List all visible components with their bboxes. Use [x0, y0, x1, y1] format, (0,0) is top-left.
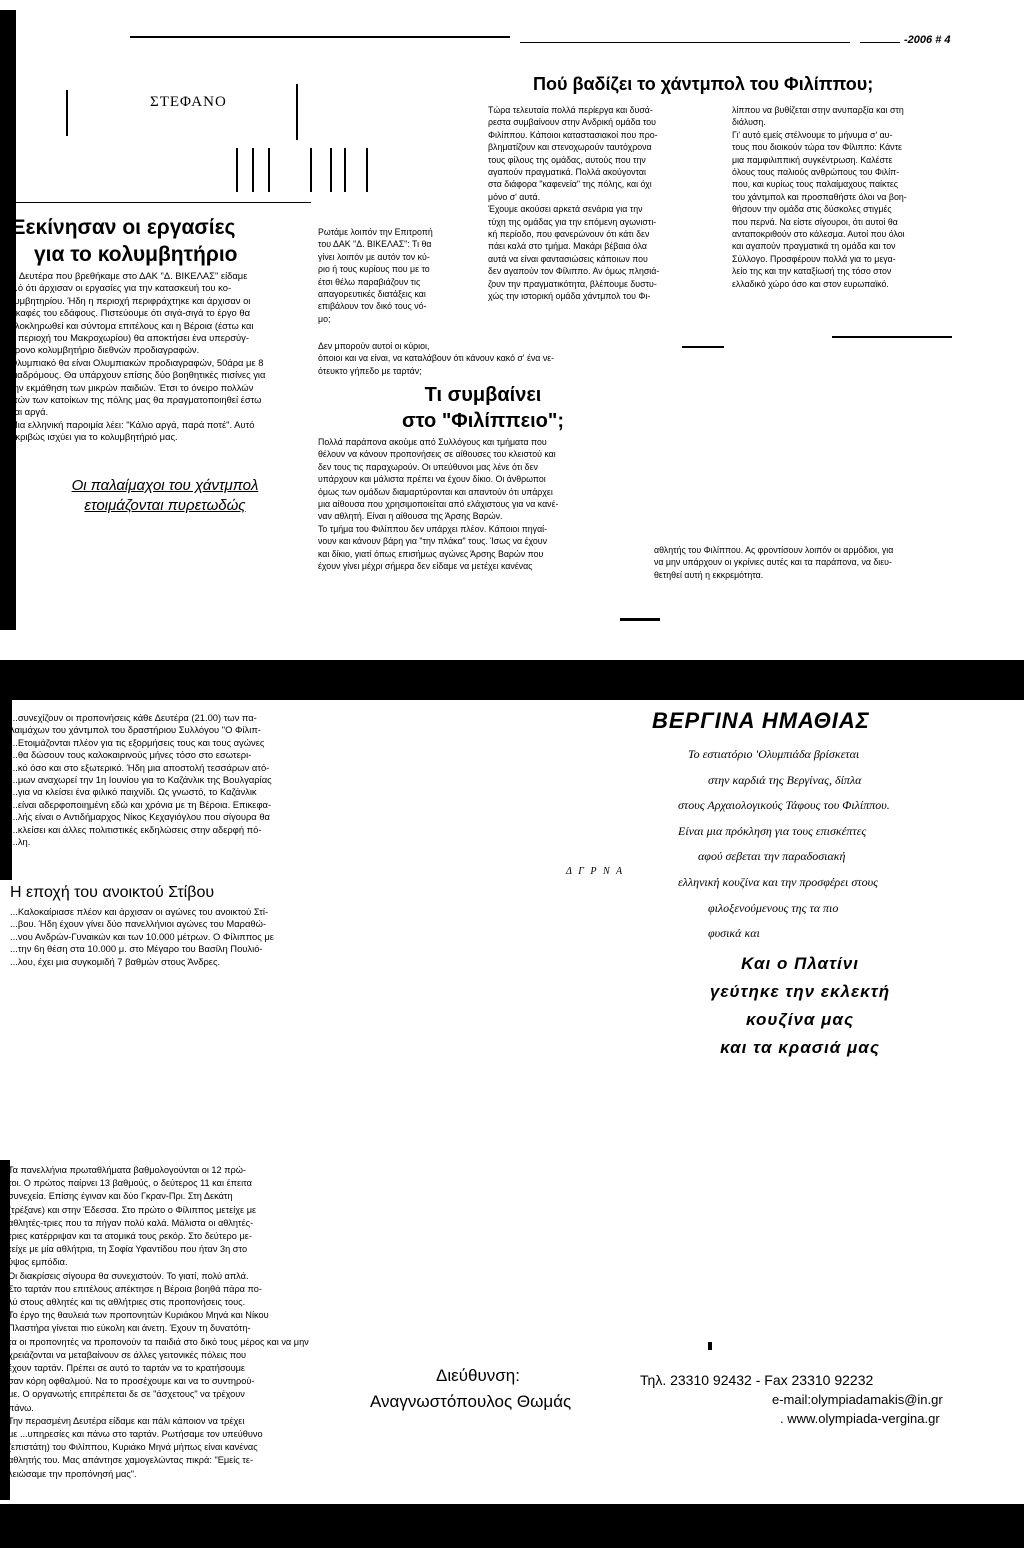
article-line: έχουν γίνει μέχρι σήμερα δεν είδαμε να μετέχει κανένας: [318, 561, 533, 572]
article-line: (τρέξανε) και στην Έδεσσα. Στο πρώτο ο Φίλιππος μετείχε με: [8, 1204, 257, 1215]
article-line: ολοκληρωθεί και σύντομα επιτέλους και η Βέροια (έστω και: [10, 319, 254, 331]
article-line: Πλαστήρα γίνεται πιο εύκολη και άνετη. Έχουν τη δυνατότη-: [8, 1323, 251, 1334]
article-line: ...βου. Ήδη έχουν γίνει δύο πανελλήνιοι αγώνες του Μαραθώ-: [10, 918, 267, 930]
section-separator: [0, 660, 1024, 700]
ad-line: φιλοξενούμενους της τα πιο: [708, 900, 839, 915]
email-link[interactable]: e-mail:olympiadamakis@in.gr: [772, 1392, 943, 1407]
article-line: ανταποκριθούν στο κάλεσμα. Αυτοί που όλοι: [732, 229, 905, 240]
article-line: Η Δευτέρα που βρεθήκαμε στο ΔΑΚ "Δ. ΒΙΚΕΛΑΣ" είδαμε: [10, 270, 248, 281]
slogan-line: κουζίνα μας: [745, 1010, 855, 1029]
article-line: όμως των ομάδων διαμαρτύρονται και απαντούν ότι υπάρχει: [318, 486, 553, 497]
article-line: με. Ο οργανωτής επιτρέπεται δε σε "άσχετους" να τρέχουν: [8, 1389, 245, 1400]
address-label: Διεύθυνση:: [436, 1366, 520, 1385]
ad-title: ΒΕΡΓΙΝΑ ΗΜΑΘΙΑΣ: [652, 708, 870, 733]
article-line: λύ στους αθλητές και τις αθλήτριες στις προπονήσεις τους.: [8, 1297, 246, 1308]
article-line: ...θα δώσουν τους καλοκαιρινούς μήνες τόσο στο εσωτερι-: [10, 749, 252, 761]
article-line: δεν αγαπούν τον Φίλιππο. Αν όμως πλησιά-: [488, 266, 660, 277]
article-line: μια παμφιλιππική συγκέντρωση. Καλέστε: [732, 154, 893, 165]
article-line: τα οι προπονητές να προπονούν τα παιδιά στο δικό τους μέρος και να μην: [8, 1336, 309, 1347]
article-line: απαγορευτικές διατάξεις και: [318, 289, 426, 300]
handball-column-b: [732, 104, 977, 290]
article-line: ακριβώς ισχύει για το κολυμβητήριό μας.: [10, 431, 178, 443]
article-line: έτσι θέλω παραβιάζουν τις: [318, 276, 421, 287]
article-line: γίνει λοιπόν με αυτόν τον κύ-: [318, 251, 430, 262]
article-line: ...νου Ανδρών-Γυναικών και των 10.000 μέτρων. Ο Φίλιππος με: [10, 930, 274, 942]
article-line: και δίκιο, γιατί όπως επισήμως αγώνες Άρσης Βαρών που: [318, 548, 544, 559]
masthead-right-bar: [296, 84, 298, 140]
article-line: του χάντμπολ και προσπαθήστε όλοι να βοη-: [732, 191, 907, 202]
column-b-end-rule: [832, 336, 952, 338]
article-line: αθλητές-τριες που τα πήγαν πολύ καλά. Μάλιστα οι αθλητές-: [8, 1217, 254, 1228]
ad-copy: [560, 742, 1000, 947]
article-line: θετηθεί αυτή η εκκρεμότητα.: [654, 569, 764, 580]
address-name: Αναγνωστόπουλος Θωμάς: [370, 1392, 572, 1411]
article-line: ύψος εμπόδια.: [8, 1257, 68, 1268]
column-tick-2: [252, 148, 254, 192]
article-line: Μια ελληνική παροιμία λέει: "Κάλιο αργά, παρά ποτέ". Αυτό: [10, 418, 255, 430]
ad-line: φυσικά και: [708, 926, 760, 941]
article-line: την εκμάθηση των μικρών παιδιών. Έτσι το όνειρο πολλών: [10, 381, 254, 393]
article-line: που περνά. Να είστε σίγουροι, ότι αυτοί θα: [732, 216, 898, 227]
article-line: ρεστα συμβαίνουν στην Ανδρική ομάδα του: [488, 117, 656, 128]
article-line: ...συνεχίζουν οι προπονήσεις κάθε Δευτέρα (21.00) των πα-: [10, 712, 257, 723]
track-subhead: Η εποχή του ανοικτού Στίβου: [10, 884, 215, 901]
headline-top-rule: [16, 202, 311, 203]
filippeio-article: [318, 436, 648, 572]
top-rule-left: [130, 36, 510, 38]
column-a-end-rule: [682, 346, 724, 348]
article-line: ...λη.: [10, 836, 31, 848]
wide-paragraph: [318, 340, 648, 377]
ad-line: Το εστιατόριο 'Ολυμπιάδα βρίσκεται: [688, 747, 860, 761]
article-line: όλους τους παλιούς ανθρώπους του Φιλίπ-: [732, 167, 900, 178]
article-line: Την περασμένη Δευτέρα είδαμε και πάλι κάποιον να τρέχει: [8, 1415, 245, 1426]
top-rule-end: [860, 42, 900, 43]
ad-logo: Δ Γ Ρ Ν Α: [566, 866, 625, 877]
article-line: αυτά να είναι φαντασιώσεις κάποιων που: [488, 253, 648, 264]
ad-line: ελληνική κουζίνα και την προσφέρει στους: [678, 874, 878, 889]
article-line: θέλουν να κάνουν προπονήσεις σε αίθουσες του κλειστού και: [318, 449, 556, 460]
article-line: χρονο κολυμβητήριο διεθνών προδιαγραφών.: [10, 344, 200, 356]
article-line: Ολυμπιακό θα είναι Ολυμπιακών προδιαγραφών, 50άρα με 8: [10, 356, 264, 368]
article-line: συνεχεία. Επίσης έγιναν και δύο Γκραν-Πρι. Στη Δεκάτη: [8, 1191, 233, 1202]
article-line: ...Καλοκαίριασε πλέον και άρχισαν οι αγώνες του ανοικτού Στί-: [10, 906, 269, 917]
article-line: μόνο σ' αυτά.: [488, 191, 541, 202]
article-line: όποιοι και να είναι, να καταλάβουν ότι κάνουν κακό σ' ένα νε-: [318, 353, 555, 364]
article-line: ...την 6η θέση στα 10.000 μ. στο Μέγαρο του Βασίλη Πουλιό-: [10, 943, 263, 955]
article-line: ...κλείσει και άλλες πολιτιστικές εκδηλώσεις στην αδερφή πό-: [10, 823, 262, 835]
article-line: Φιλίππου. Κάποιοι καταστασιακοί που προ-: [488, 129, 658, 140]
article-line: βληματίζουν και στενοχωρούν ταυτόχρονα: [488, 142, 652, 153]
teaser-line-2: ετοιμάζονται πυρετωδώς: [84, 497, 246, 514]
article-line: επιβάλουν τον δικό τους νό-: [318, 301, 427, 312]
article-line: μια αίθουσα που χρησιμοποιείται από ελάχιστους για να κανέ-: [318, 499, 559, 510]
article-line: ελλαδικό χώρο όσο και στον ευρωπαϊκό.: [732, 278, 889, 289]
filippeio-subhead: [318, 382, 648, 434]
masthead-title: ΣΤΕΦΑΝΟ: [150, 94, 227, 110]
article-line: να μην υπάρχουν οι γκρίνιες αυτές και τα παράπονα, να διευ-: [654, 557, 892, 568]
handball-column-a: [488, 104, 728, 303]
article-line: ...λής είναι ο Αντιδήμαρχος Νίκος Κεχαγιόγλου που σίγουρα θα: [10, 811, 270, 823]
article-line: μο;: [318, 313, 331, 324]
headline-line-1: Ξεκίνησαν οι εργασίες: [12, 216, 236, 239]
column-tick-3: [268, 148, 270, 192]
article-line: δεν τους τις παραχωρούν. Οι υπεύθυνοι μας λένε ότι δεν: [318, 461, 538, 472]
article-line: λυμβητηρίου. Ήδη η περιοχή περιφράχτηκε και άρχισαν οι: [10, 294, 251, 306]
athletics-article: [8, 1164, 320, 1481]
article-line: (επιστάτη) του Φιλίππου, Κυριάκο Μηνά μήπως είναι κανένας: [8, 1442, 258, 1453]
article-line: Πολλά παράπονα ακούμε από Συλλόγους και τμήματα που: [318, 437, 547, 447]
track-article: [10, 906, 320, 968]
article-line: ριο ή τους κυρίους που με το: [318, 264, 430, 275]
article-line: Τώρα τελευταία πολλά περίεργα και δυσά-: [488, 105, 653, 115]
top-rule-right: [520, 42, 850, 43]
article-line: η περιοχή του Μακροχωρίου) θα αποκτήσει ένα υπερσύγ-: [10, 332, 249, 344]
article-line: λίππου να βυθίζεται στην ανυπαρξία και στη: [732, 105, 904, 115]
article-line: αθλητής του Φιλίππου. Ας φροντίσουν λοιπόν οι αρμόδιοι, για: [654, 545, 894, 555]
slogan-line: και τα κρασιά μας: [720, 1038, 880, 1057]
ad-line: στους Αρχαιολογικούς Τάφους του Φιλίππου.: [678, 798, 890, 813]
article-line: αθλητής του. Μας απάντησε χαμογελώντας πικρά: "Εμείς τε-: [8, 1455, 254, 1466]
article-line: τους φίλους της ομάδας, αυτούς που την: [488, 154, 646, 165]
article-line: χρειάζονται να μεταβαίνουν σε άλλες γειτονικές πόλεις που: [8, 1349, 247, 1360]
column-tick-6: [344, 148, 346, 192]
article-line: τους που διοικούν τώρα τον Φίλιππο: Κάντε: [732, 142, 902, 153]
column-tick-7: [366, 148, 368, 192]
article-line: αγαπούν πραγματικά. Πολλά ακούγονται: [488, 167, 646, 178]
article-line: ...λου, έχει μια συγκομιδή 7 βαθμών στους Άνδρες.: [10, 955, 221, 967]
article-line: σκαφές του εδάφους. Πιστεύουμε ότι σιγά-σιγά το έργο θα: [10, 307, 251, 319]
article-line: κή περίοδο, που φανερώνουν ότι κάτι δεν: [488, 229, 650, 240]
divider-dot: [708, 1342, 712, 1350]
ad-line: Είναι μια πρόκληση για τους επισκέπτες: [678, 823, 867, 838]
headline-line-2: για το κολυμβητήριο: [34, 243, 238, 266]
date-stamp: -2006 # 4: [904, 34, 951, 46]
article-line: του ΔΑΚ "Δ. ΒΙΚΕΛΑΣ": Τι θα: [318, 239, 432, 250]
article-line: ετών των κατοίκων της πόλης μας θα πραγματοποιηθεί έστω: [10, 394, 262, 406]
mid-column: [318, 226, 484, 325]
bottom-stripe: [0, 1504, 1024, 1548]
article-line: διαδρόμους. Θα υπάρχουν επίσης δύο βοηθητικές πισίνες για: [10, 369, 266, 381]
article-line: Στο ταρτάν που επιτέλους απέκτησε η Βέροια βοηθά πάρα πο-: [8, 1283, 262, 1294]
article-line: Οι διακρίσεις σίγουρα θα συνεχιστούν. Το γιατί, πολύ απλά.: [8, 1270, 249, 1281]
article-line: ότευκτο γήπεδο με ταρτάν;: [318, 365, 422, 376]
article-line: θήσουν την ομάδα στις δύσκολες στιγμές: [732, 204, 892, 215]
article-line: τριες κατέρριψαν και τα ατομικά τους ρεκόρ. Στο δεύτερο με-: [8, 1231, 252, 1242]
article-line: λαιμάχων του χάντμπολ του δραστήριου Συλλόγου "Ο Φίλιπ-: [10, 724, 261, 736]
veterans-article: [10, 712, 320, 848]
article-line: Το έργο της θαυλειά των προπονητών Κυριάκου Μηνά και Νίκου: [8, 1310, 269, 1321]
slogan-line: γεύτηκε την εκλεκτή: [709, 982, 891, 1001]
article-line: τείχε με μία αθλήτρια, τη Σοφία Υφαντίδου που ήταν 3η στο: [8, 1244, 248, 1255]
article-line: Έχουμε ακούσει αρκετά σενάρια για την: [488, 204, 643, 215]
article-line: σαν κόρη οφθαλμού. Να το προσέχουμε και να το συντηρού-: [8, 1376, 255, 1387]
article-line: Το τμήμα του Φιλίππου δεν υπάρχει πλέον. Κάποιοι πηγαί-: [318, 523, 548, 534]
slogan-line: Και ο Πλατίνι: [741, 954, 859, 973]
article-line: Τα πανελλήνια πρωταθλήματα βαθμολογούνται οι 12 πρώ-: [8, 1165, 246, 1175]
article-line: υπάρχουν και μάλιστα πρέπει να έχουν δίκιο. Οι άνθρωποι: [318, 474, 546, 485]
ad-slogan: [660, 950, 940, 1062]
column-tick-1: [236, 148, 238, 192]
phone-fax: Τηλ. 23310 92432 - Fax 23310 92232: [640, 1372, 874, 1388]
article-line: Δεν μπορούν αυτοί οι κύριοι,: [318, 341, 430, 351]
article-line: ...κό όσο και στο εξωτερικό. Ήδη μια αποστολή τεσσάρων ατό-: [10, 761, 270, 773]
column-tick-4: [310, 148, 312, 192]
teaser-line-1: Οι παλαίμαχοι του χάντμπολ: [71, 477, 259, 494]
teaser-link[interactable]: [20, 476, 310, 516]
article-line: πάει καλά στο τμήμα. Μακάρι βέβαια όλα: [488, 241, 647, 252]
article-line: που, και κυρίως τους παλαίμαχους παίκτες: [732, 179, 899, 190]
masthead-left-bar: [66, 90, 68, 136]
article-line: χώς την ιστορική ομάδα χάντμπολ του Φι-: [488, 291, 651, 302]
article-line: διάλυση.: [732, 117, 766, 128]
article-line: με ...υπηρεσίες και πάνω στο ταρτάν. Ρωτήσαμε τον υπεύθυνο: [8, 1429, 263, 1440]
article-line: νουν και κάνουν βάρη για "την πλάκα" τους. Ίσως να έχουν: [318, 536, 547, 547]
ad-line: στην καρδιά της Βεργίνας, δίπλα: [708, 772, 862, 787]
article-line: ...ό ότι άρχισαν οι εργασίες για την κατασκευή του κο-: [10, 282, 232, 294]
column-tick-5: [330, 148, 332, 192]
subhead-line-2: στο "Φιλίππειο";: [402, 410, 564, 432]
article-line: ...είναι αδερφοποιημένη εδώ και χρόνια με τη Βέροια. Επικεφα-: [10, 798, 272, 810]
subhead-line-1: Τι συμβαίνει: [424, 384, 542, 406]
article-line: λειώσαμε την προπόνησή μας".: [8, 1468, 137, 1479]
article-line: Γι' αυτό εμείς στέλνουμε το μήνυμα σ' αυ-: [732, 129, 893, 140]
article-line: και αργά.: [10, 406, 49, 418]
article-line: και αγαπούν πραγματικά τη ομάδα και τον: [732, 241, 896, 252]
article-line: λείο της και την καταξίωσή της τόσο στον: [732, 266, 892, 277]
article-line: στα διάφορα "καφενεία" της πόλης, και όχι: [488, 179, 652, 190]
article-line: ναν αθλητή. Είναι η αίθουσα της Άρσης Βαρών.: [318, 511, 503, 522]
side-note-end-rule: [620, 618, 660, 621]
ad-line: αφού σεβεται την παραδοσιακή: [698, 849, 846, 864]
article-line: πάνω.: [8, 1402, 34, 1413]
article-line: έχουν ταρτάν. Πρέπει σε αυτό το ταρτάν να το κρατήσουμε: [8, 1363, 246, 1374]
article-line: ...Ετοιμάζονται πλέον για τις εξορμήσεις τους και τους αγώνες: [10, 736, 265, 748]
article-line: τύχη της ομάδας για την επόμενη αγωνιστι-: [488, 216, 657, 227]
website-link[interactable]: . www.olympiada-vergina.gr: [780, 1411, 940, 1426]
article-line: ...για να κλείσει ένα φιλικό παιχνίδι. Ως γνωστό, το Καζάνλικ: [10, 786, 257, 798]
side-note: [654, 544, 984, 581]
article-line: τοι. Ο πρώτος παίρνει 13 βαθμούς, ο δεύτερος 11 και έπειτα: [8, 1178, 252, 1189]
article-line: Ρωτάμε λοιπόν την Επιτροπή: [318, 227, 433, 237]
handball-title: Πού βαδίζει το χάντμπολ του Φιλίππου;: [533, 74, 874, 94]
article-line: ζουν την πραγματικότητα, βλέπουμε δυστυ-: [488, 278, 657, 289]
article-line: Σύλλογο. Προσφέρουν πολλά για το μεγα-: [732, 253, 896, 264]
article-line: ...μων αναχωρεί την 1η Ιουνίου για το Καζάνλικ της Βουλγαρίας: [10, 774, 272, 786]
kolymvitirio-article: [10, 270, 310, 444]
